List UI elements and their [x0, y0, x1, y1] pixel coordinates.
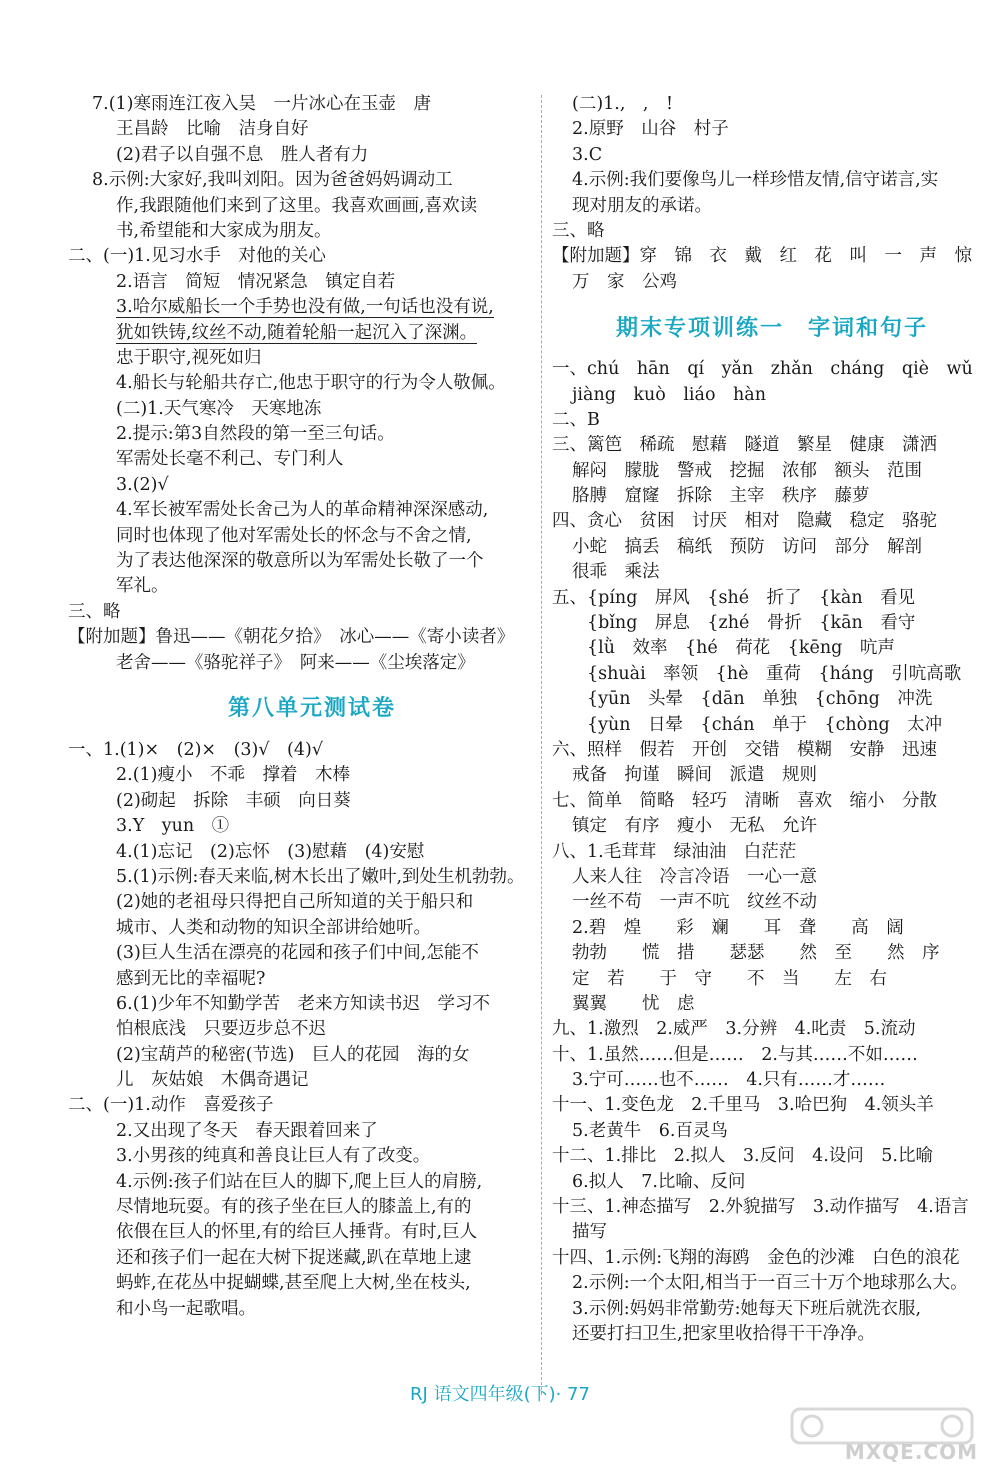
answer-line: 4.示例:我们要像鸟儿一样珍惜友情,信守诺言,实	[572, 170, 939, 191]
answer-line: 很乖 乘法	[572, 562, 660, 583]
page-footer: RJ 语文四年级(下)· 77	[410, 1384, 590, 1405]
answer-line: 忠于职守,视死如归	[116, 347, 262, 368]
answer-line: jiàng kuò liáo hàn	[572, 384, 766, 405]
answer-line: {yūn 头晕 {dān 单独 {chōng 冲洗	[552, 689, 933, 710]
answer-line: 7.(1)寒雨连江夜入吴 一片冰心在玉壶 唐	[92, 94, 431, 114]
answer-line: 【附加题】穿 锦 衣 戴 红 花 叫 一 声 惊	[552, 246, 972, 267]
answer-line: 2.示例:一个太阳,相当于一百三十万个地球那么大。	[572, 1273, 968, 1294]
answer-line: 5.老黄牛 6.百灵鸟	[572, 1120, 728, 1141]
answer-line: 5.(1)示例:春天来临,树木长出了嫩叶,到处生机勃勃。	[116, 866, 525, 887]
answer-line: 【附加题】鲁迅——《朝花夕拾》 冰心——《寄小读者》	[68, 627, 515, 648]
answer-line: {lǜ 效率 {hé 荷花 {kēng 吭声	[552, 638, 895, 659]
answer-line: 4.(1)忘记 (2)忘怀 (3)慰藉 (4)安慰	[116, 841, 425, 862]
section-title: 期末专项训练一 字词和句子	[615, 315, 928, 341]
answer-line: 六、照样 假若 开创 交错 模糊 安静 迅速	[552, 739, 937, 760]
answer-line: 描写	[572, 1222, 607, 1243]
answer-line: 翼翼 忧 虑	[572, 993, 695, 1014]
answer-line: 儿 灰姑娘 木偶奇遇记	[116, 1070, 309, 1091]
column-divider	[541, 95, 542, 1395]
answer-line: 书,希望能和大家成为朋友。	[116, 220, 332, 241]
answer-line: 三、略	[552, 220, 605, 241]
answer-line: 一、chú hān qí yǎn zhǎn cháng qiè wǔ	[552, 359, 973, 380]
answer-line: 2.又出现了冬天 春天跟着回来了	[116, 1120, 378, 1141]
answer-line: 同时也体现了他对军需处长的怀念与不舍之情,	[116, 525, 472, 546]
answer-line: 3.C	[572, 144, 603, 165]
answer-line: (2)君子以自强不息 胜人者有力	[116, 144, 369, 165]
answer-line: 蚂蚱,在花丛中捉蝴蝶,甚至爬上大树,坐在枝头,	[116, 1273, 471, 1294]
answer-line: 4.示例:孩子们站在巨人的脚下,爬上巨人的肩膀,	[116, 1171, 483, 1192]
answer-line: 8.示例:大家好,我叫刘阳。因为爸爸妈妈调动工	[92, 170, 453, 191]
answer-line	[92, 295, 532, 320]
answer-line: 还要打扫卫生,把家里收拾得干干净净。	[572, 1323, 876, 1344]
answer-line: 怕根底浅 只要迈步总不迟	[116, 1019, 326, 1040]
answer-line: {yùn 日晕 {chán 单于 {chòng 太冲	[552, 714, 943, 735]
underlined-sentence: 犹如铁铸,纹丝不动,随着轮船一起沉入了深渊。	[116, 322, 478, 343]
answer-line: 2.碧 煌 彩 斓 耳 聋 高 阔	[572, 917, 904, 938]
answer-line: 6.拟人 7.比喻、反问	[572, 1171, 746, 1192]
answer-line: 依偎在巨人的怀里,有的给巨人捶背。有时,巨人	[116, 1222, 478, 1243]
answer-line: 一、1.(1)× (2)× (3)√ (4)√	[68, 739, 323, 760]
answer-line: 现对朋友的承诺。	[572, 195, 712, 216]
answer-line: 3.宁可……也不…… 4.只有……才……	[572, 1070, 886, 1091]
answer-line: 二、(一)1.动作 喜爱孩子	[68, 1095, 274, 1116]
answer-line: 十四、1.示例:飞翔的海鸥 金色的沙滩 白色的浪花	[552, 1247, 960, 1268]
answer-line: 七、简单 简略 轻巧 清晰 喜欢 缩小 分散	[552, 790, 937, 811]
answer-line: 胳膊 窟窿 拆除 主宰 秩序 藤萝	[572, 486, 870, 507]
right-column	[552, 92, 992, 1347]
answer-line: 老舍——《骆驼祥子》 阿来——《尘埃落定》	[116, 652, 475, 673]
answer-line: 3.示例:妈妈非常勤劳:她每天下班后就洗衣服,	[572, 1298, 922, 1319]
left-column	[68, 92, 532, 1322]
answer-line: 还和孩子们一起在大树下捉迷藏,趴在草地上逮	[116, 1247, 472, 1268]
answer-line: 4.军长被军需处长舍己为人的革命精神深深感动,	[116, 500, 489, 521]
answer-line: 十二、1.排比 2.拟人 3.反问 4.设问 5.比喻	[552, 1146, 933, 1167]
answer-line: 十一、1.变色龙 2.千里马 3.哈巴狗 4.领头羊	[552, 1095, 934, 1116]
answer-line: 解闷 朦胧 警戒 挖掘 浓郁 额头 范围	[572, 460, 922, 481]
answer-line: (3)巨人生活在漂亮的花园和孩子们中间,怎能不	[116, 943, 479, 964]
answer-line: 为了表达他深深的敬意所以为军需处长敬了一个	[116, 551, 484, 572]
answer-line: 3.(2)√	[116, 474, 169, 495]
answer-line: 3.小男孩的纯真和善良让巨人有了改变。	[116, 1146, 431, 1167]
answer-line: {shuài 率领 {hè 重荷 {háng 引吭高歌	[552, 663, 962, 684]
answer-line: 2.(1)瘦小 不乖 撑着 木棒	[116, 765, 350, 786]
underlined-sentence: 3.哈尔威船长一个手势也没有做,一句话也没有说,	[116, 297, 494, 318]
answer-line: 定 若 于 守 不 当 左 右	[572, 968, 887, 989]
answer-line: 3.Y yun ①	[116, 816, 230, 837]
answer-line: 万 家 公鸡	[572, 271, 677, 292]
answer-line: 镇定 有序 瘦小 无私 允许	[572, 816, 817, 837]
answer-line: 九、1.激烈 2.威严 3.分辨 4.叱责 5.流动	[552, 1019, 916, 1040]
answer-line: {bǐng 屏息 {zhé 骨折 {kān 看守	[552, 613, 916, 634]
answer-line: 十、1.虽然……但是…… 2.与其……不如……	[552, 1044, 918, 1065]
answer-line: 三、篱笆 稀疏 慰藉 隧道 繁星 健康 潇洒	[552, 435, 937, 456]
answer-line: 二、B	[552, 409, 600, 430]
answer-line: 八、1.毛茸茸 绿油油 白茫茫	[552, 841, 797, 862]
answer-line: 感到无比的幸福呢?	[116, 968, 266, 989]
answer-line: (二)1., , !	[572, 94, 674, 114]
answer-line: 二、(一)1.见习水手 对他的关心	[68, 246, 326, 267]
answer-line: 作,我跟随他们来到了这里。我喜欢画画,喜欢读	[116, 195, 478, 216]
answer-line: 军需处长毫不利己、专门利人	[116, 449, 344, 470]
answer-line: 军礼。	[116, 576, 169, 597]
answer-line: 4.船长与轮船共存亡,他忠于职守的行为令人敬佩。	[116, 373, 506, 394]
answer-line: 和小鸟一起歌唱。	[116, 1298, 256, 1319]
answer-line: 城市、人类和动物的知识全部讲给她听。	[116, 917, 431, 938]
answer-line: 小蛇 搞丢 稿纸 预防 访问 部分 解剖	[572, 536, 922, 557]
answer-line: 四、贪心 贫困 讨厌 相对 隐藏 稳定 骆驼	[552, 511, 937, 532]
answer-line: 戒备 拘谨 瞬间 派遣 规则	[572, 765, 817, 786]
answer-line: 2.语言 简短 情况紧急 镇定自若	[116, 271, 396, 292]
section-title: 第八单元测试卷	[227, 696, 396, 722]
answer-line: 勃勃 慌 措 瑟瑟 然 至 然 序	[572, 943, 940, 964]
answer-line: (二)1.天气寒冷 天寒地冻	[116, 398, 322, 419]
answer-line: 2.提示:第3自然段的第一至三句话。	[116, 424, 395, 445]
answer-line: 五、{píng 屏风 {shé 折了 {kàn 看见	[552, 587, 916, 608]
answer-line	[92, 321, 532, 346]
answer-line: (2)砌起 拆除 丰硕 向日葵	[116, 790, 351, 811]
watermark-text: MXQE.COM	[844, 1440, 978, 1464]
answer-line: 2.原野 山谷 村子	[572, 119, 729, 140]
answer-line: 6.(1)少年不知勤学苦 老来方知读书迟 学习不	[116, 993, 490, 1014]
answer-line: (2)宝葫芦的秘密(节选) 巨人的花园 海的女	[116, 1044, 470, 1065]
answer-line: 尽情地玩耍。有的孩子坐在巨人的膝盖上,有的	[116, 1197, 472, 1218]
answer-line: 一丝不苟 一声不吭 纹丝不动	[572, 892, 817, 913]
answer-line: (2)她的老祖母只得把自己所知道的关于船只和	[116, 892, 474, 913]
answer-line: 十三、1.神态描写 2.外貌描写 3.动作描写 4.语言	[552, 1197, 969, 1218]
answer-line: 王昌龄 比喻 洁身自好	[116, 119, 309, 140]
answer-line: 人来人往 冷言冷语 一心一意	[572, 866, 817, 887]
answer-line: 三、略	[68, 601, 121, 622]
